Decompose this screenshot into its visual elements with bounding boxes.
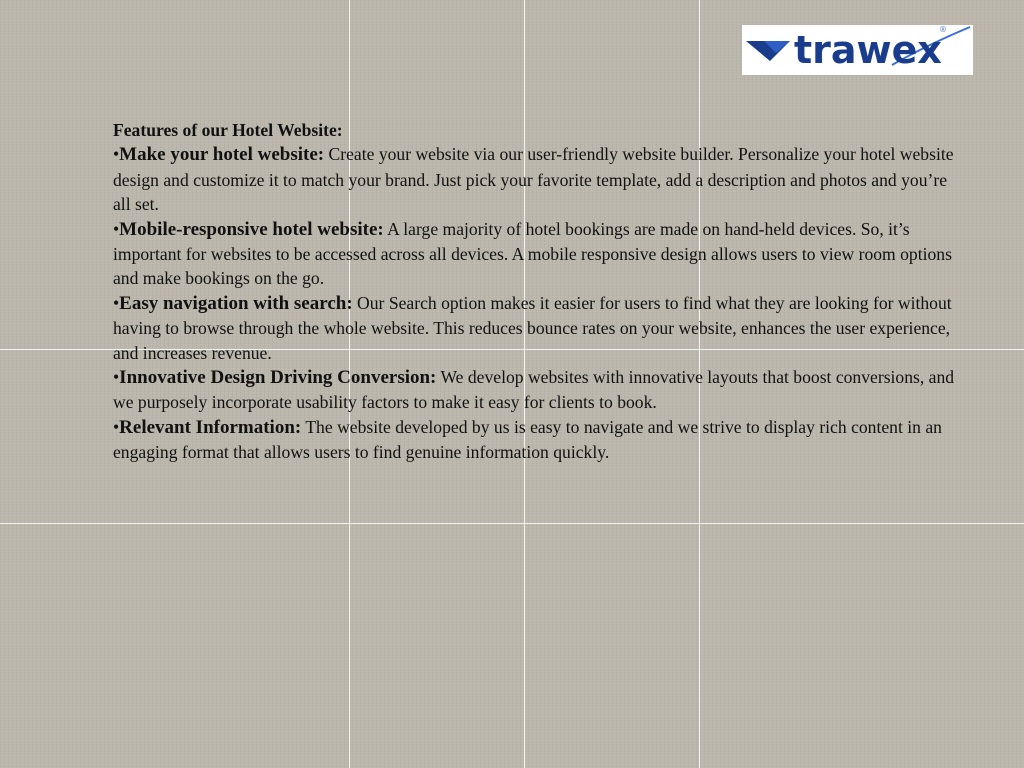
trawex-logo	[742, 25, 973, 75]
bullet: •	[113, 416, 120, 437]
feature-item	[113, 415, 963, 465]
feature-body: Create your website via our user-friendly website builder. Personalize your hotel website design and customize it to match your brand. Just pick your favorite template, add a description and photos and you’re all set.	[113, 144, 954, 215]
feature-body: We develop websites with innovative layouts that boost conversions, and we purposely incorporate usability factors to make it easy for clients to book.	[113, 367, 955, 413]
features-heading: Features of our Hotel Website:	[113, 120, 343, 140]
feature-item	[113, 142, 963, 216]
feature-item	[113, 291, 963, 365]
logo-registered-mark: ®	[939, 25, 947, 34]
bullet: •	[113, 218, 120, 239]
feature-body: A large majority of hotel bookings are made on hand-held devices. So, it’s important for websites to be accessed across all devices. A mobile responsive design allows users to view room options and make bookings on the go.	[113, 218, 952, 289]
feature-title: Mobile-responsive hotel website:	[119, 218, 384, 240]
grid-line-horizontal	[0, 523, 1024, 524]
bullet: •	[113, 367, 120, 388]
feature-item	[113, 365, 963, 415]
feature-item	[113, 217, 963, 291]
features-text-block	[113, 118, 963, 465]
feature-body: The website developed by us is easy to navigate and we strive to display rich content in an engaging format that allows users to find genuine information quickly.	[113, 416, 942, 463]
feature-title: Relevant Information:	[119, 416, 302, 438]
bullet: •	[113, 144, 120, 165]
feature-title: Easy navigation with search:	[119, 292, 353, 314]
feature-title: Make your hotel website:	[119, 144, 325, 166]
feature-title: Innovative Design Driving Conversion:	[119, 367, 437, 389]
bullet: •	[113, 292, 120, 313]
feature-body: Our Search option makes it easier for users to find what they are looking for without having to browse through the whole website. This reduces bounce rates on your website, enhances the user experience, and increases revenue.	[113, 292, 952, 363]
logo-wordmark: trawex	[794, 28, 942, 72]
